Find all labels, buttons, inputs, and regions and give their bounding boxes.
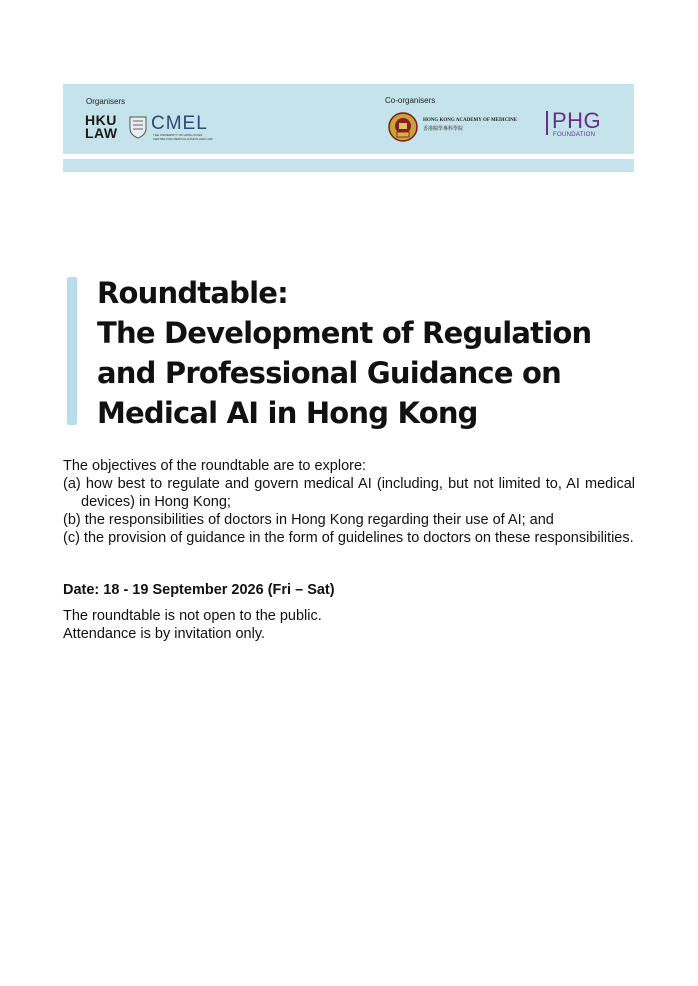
organisers-label: Organisers [86, 97, 126, 106]
hkam-name-en: HONG KONG ACADEMY OF MEDICINE [423, 118, 518, 123]
hkam-seal-icon [388, 112, 418, 142]
objective-item: (c) the provision of guidance in the form of guidelines to doctors on these responsibilities. [63, 530, 634, 546]
cmel-subtitle: THE UNIVERSITY OF HONG KONG CENTRE FOR MEDICAL ETHICS AND LAW [153, 133, 213, 141]
phg-logo: PHG [552, 108, 602, 133]
hku-law-logo: HKU LAW [85, 112, 118, 141]
objectives-intro: The objectives of the roundtable are to explore: [63, 458, 367, 474]
cmel-logo: CMEL [151, 113, 208, 134]
attendance-note [63, 607, 635, 643]
coorganisers-label: Co-organisers [385, 96, 436, 105]
page-title [97, 273, 657, 433]
event-date: Date: 18 - 19 September 2026 (Fri – Sat) [63, 582, 335, 598]
objective-item: (a) how best to regulate and govern medical AI (including, but not limited to, AI medical devices) in Hong Kong; [63, 476, 635, 510]
objectives-list [63, 475, 635, 547]
phg-logo-bar [546, 111, 548, 135]
banner-divider-strip [63, 159, 634, 172]
phg-subtitle: FOUNDATION [553, 132, 596, 138]
title-accent-bar [67, 277, 77, 425]
title-line: Medical AI in Hong Kong [97, 396, 478, 430]
note-line: The roundtable is not open to the public. [63, 608, 322, 624]
hku-crest-icon [128, 115, 148, 139]
title-line: and Professional Guidance on [97, 356, 561, 390]
title-line: The Development of Regulation [97, 316, 592, 350]
title-line: Roundtable: [97, 276, 288, 310]
note-line: Attendance is by invitation only. [63, 626, 266, 642]
hkam-name-zh: 香港醫學專科學院 [423, 126, 464, 132]
objective-item: (b) the responsibilities of doctors in Hong Kong regarding their use of AI; and [63, 512, 554, 528]
organisers-banner [63, 84, 634, 154]
